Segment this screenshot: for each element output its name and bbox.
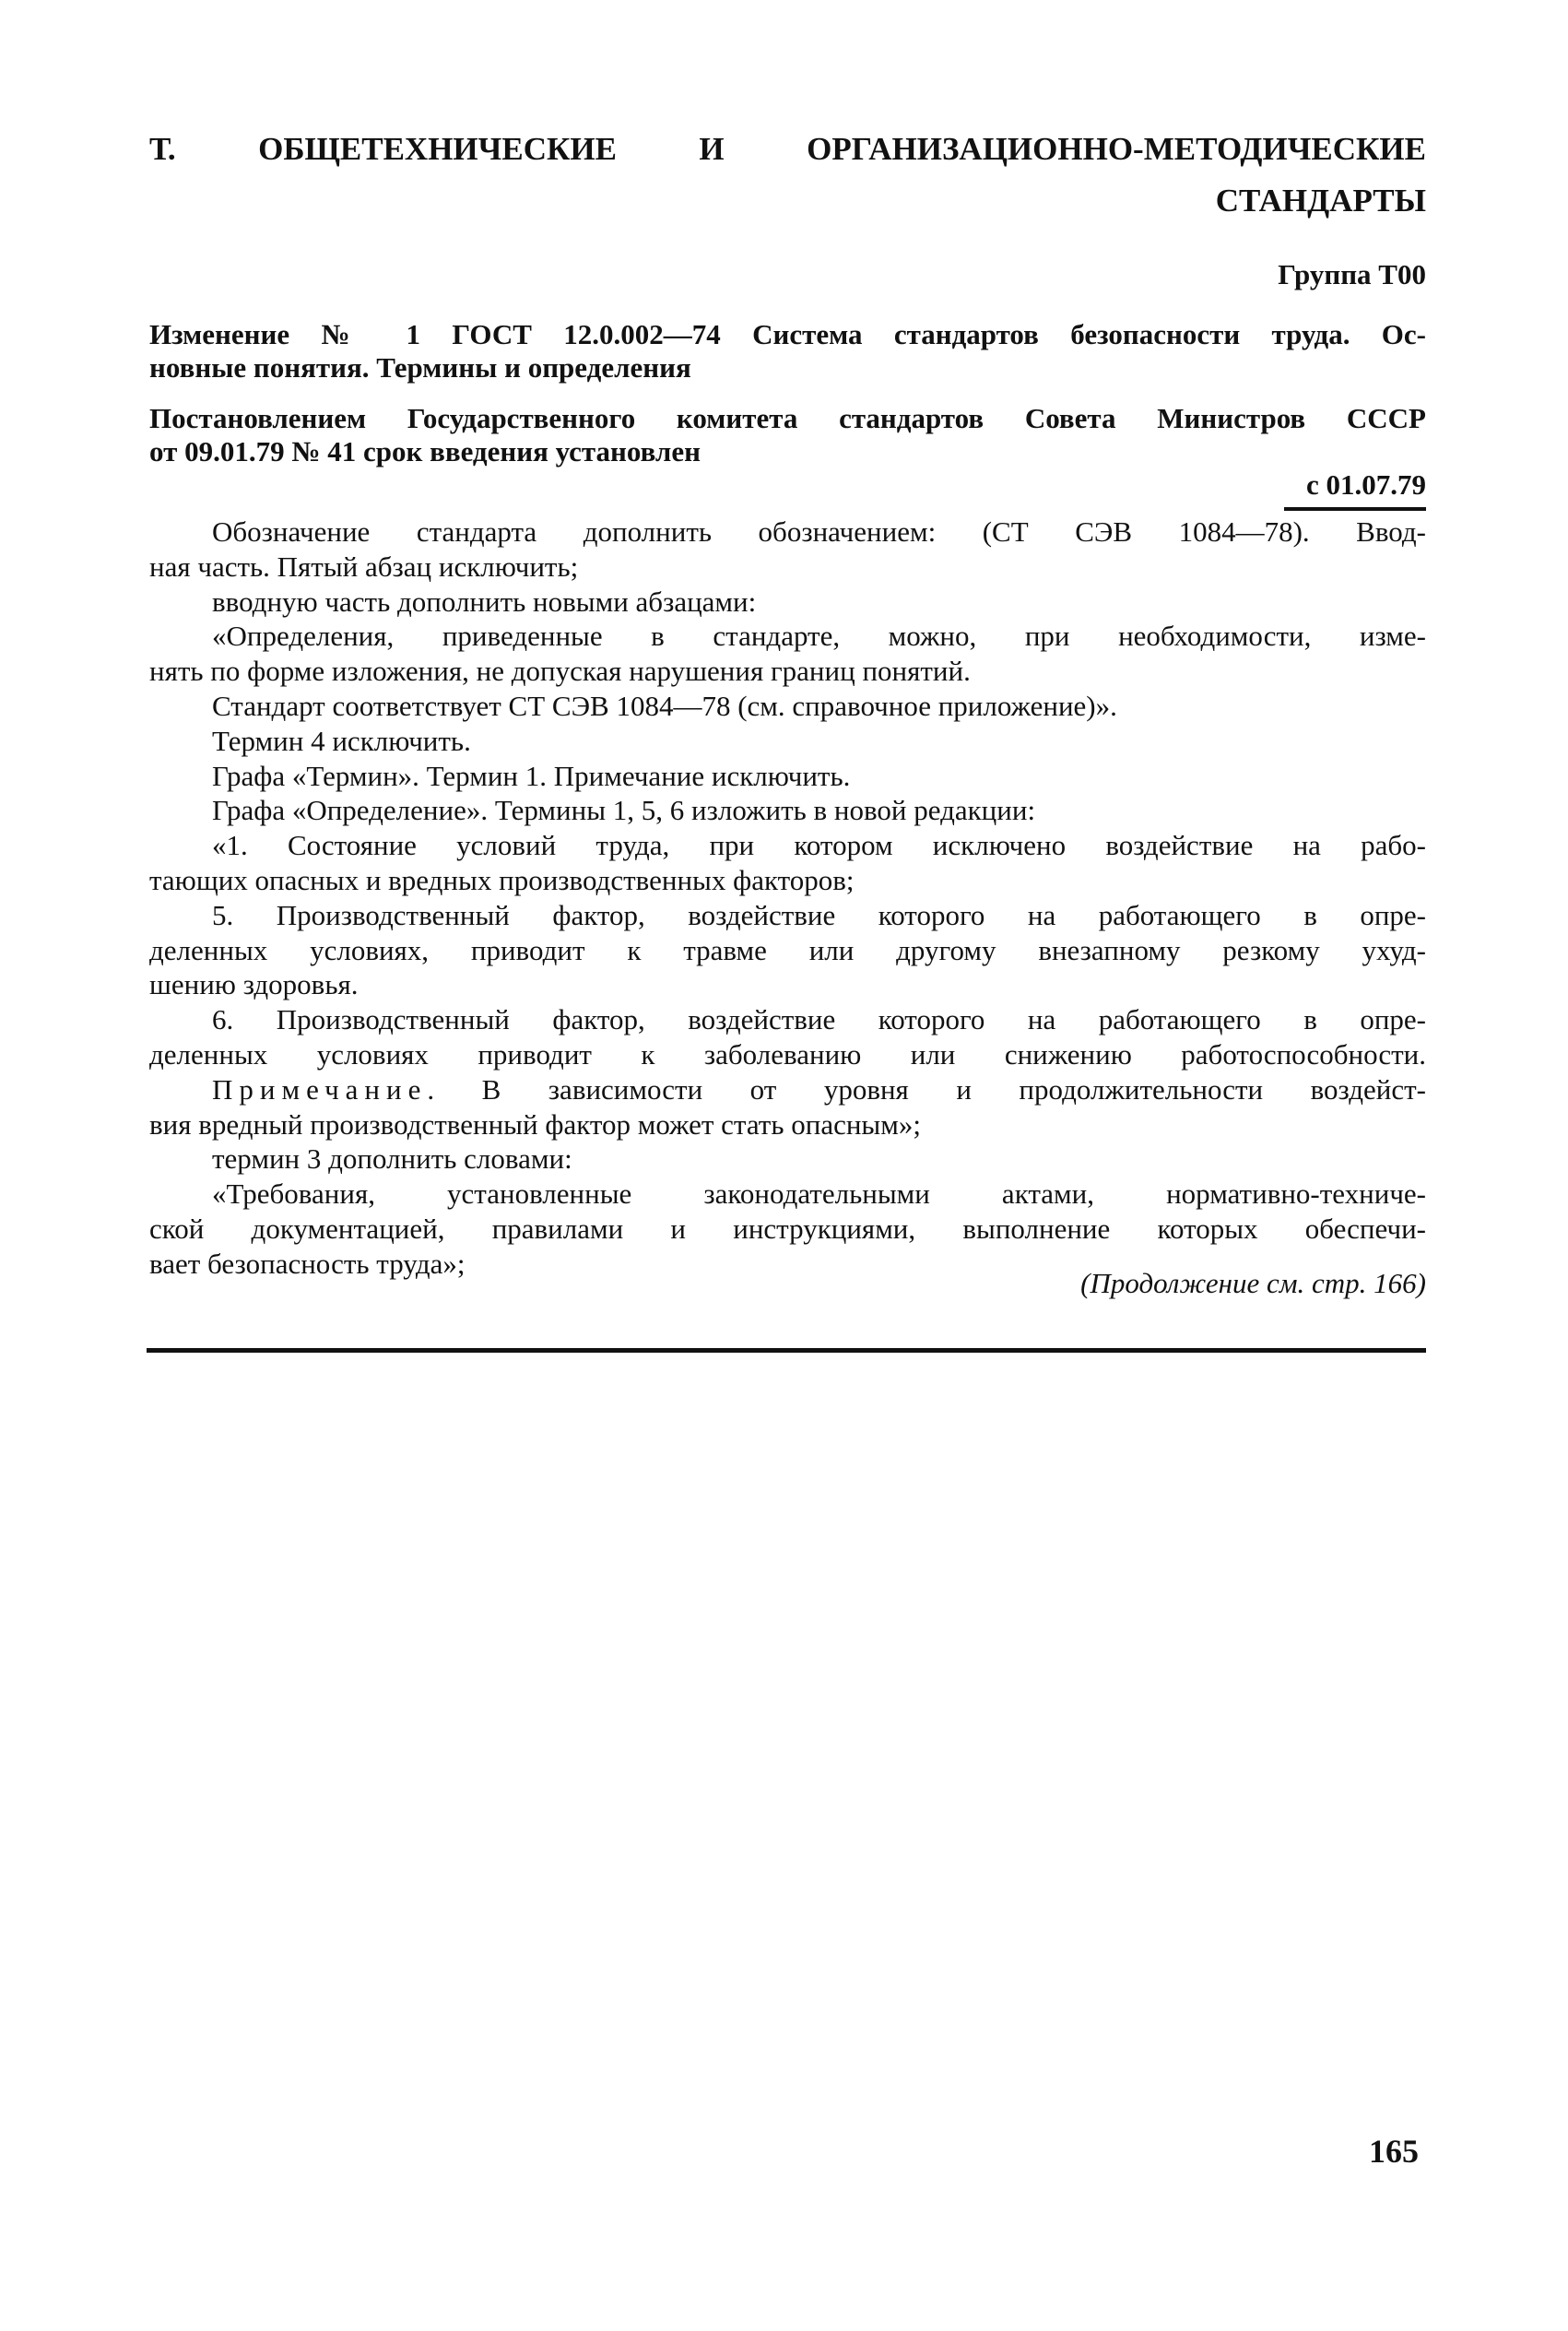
body-line [149,550,1426,585]
body-line [149,585,1426,620]
body-line-text: «Определения, приведенные в стандарте, можно, при необходимости, изме- [212,620,1426,653]
body-line-text: 5. Производственный фактор, воздействие которого на работающего в опре- [212,898,1426,931]
body-line-text: 6. Производственный фактор, воздействие которого на работающего в опре- [212,1003,1426,1036]
continuation-note: (Продолжение см. стр. 166) [1080,1267,1426,1299]
section-title-line-2: СТАНДАРТЫ [1215,183,1426,219]
body-line-text: Стандарт соответствует СТ СЭВ 1084—78 (см. справочное приложение)». [212,689,1117,722]
body-line [149,759,1426,794]
body-line [149,828,1426,863]
body-line-text: тающих опасных и вредных производственных факторов; [149,863,855,896]
body-line [149,898,1426,933]
body-line-text: деленных условиях, приводит к травме или другому внезапному резкому ухуд- [149,933,1426,966]
amendment-heading [149,318,1426,385]
body-line-text: Термин 4 исключить. [212,724,471,757]
note-label: Примечание [212,1072,428,1106]
body-line-text: деленных условиях приводит к заболеванию или снижению работоспособности. [149,1037,1426,1071]
body-line-text: Графа «Определение». Термины 1, 5, 6 изложить в новой редакции: [212,794,1036,827]
body-line [149,967,1426,1002]
body-line [149,1107,1426,1142]
body-line-text: «Требования, установленные законодательными актами, нормативно-техниче- [212,1177,1426,1211]
body-line-text: шению здоровья. [149,968,359,1001]
body-line [149,933,1426,968]
decree-line-2: от 09.01.79 № 41 срок введения установлен [149,435,701,467]
body-line [149,1177,1426,1212]
effective-date: с 01.07.79 [1305,468,1426,501]
body-line [149,1002,1426,1037]
body-line [149,1142,1426,1177]
body-line [149,724,1426,759]
amendment-line-1: Изменение № 1 ГОСТ 12.0.002—74 Система стандартов безопасности труда. Ос- [149,318,1426,350]
body-line [149,1072,1426,1107]
body-line-text: Графа «Термин». Термин 1. Примечание исключить. [212,759,851,792]
body-line-text: вия вредный производственный фактор может стать опасным»; [149,1107,921,1141]
body-line-text: . В зависимости от уровня и продолжительности воздейст- [427,1072,1426,1106]
body-line [149,1212,1426,1247]
amendment-line-2: новные понятия. Термины и определения [149,351,691,384]
section-title-line-1: Т. ОБЩЕТЕХНИЧЕСКИЕ И ОРГАНИЗАЦИОННО-МЕТОДИЧЕСКИЕ [149,131,1426,167]
body-line [149,515,1426,550]
date-underline [1284,507,1426,511]
body-line-text: «1. Состояние условий труда, при котором исключено воздействие на рабо- [212,829,1426,862]
body-line [149,1037,1426,1072]
body-line [149,863,1426,898]
decree-line-1: Постановлением Государственного комитета стандартов Совета Министров СССР [149,402,1426,434]
body-line-text: вает безопасность труда»; [149,1247,466,1280]
body-line [149,619,1426,654]
body-line-text: вводную часть дополнить новыми абзацами: [212,585,757,618]
body-line [149,793,1426,828]
body-line-text: нять по форме изложения, не допуская нарушения границ понятий. [149,655,971,688]
body-line-text: термин 3 дополнить словами: [212,1142,572,1176]
page-divider [147,1348,1426,1353]
section-title [149,124,1426,227]
decree-heading [149,402,1426,468]
body-line-text: ской документацией, правилами и инструкциями, выполнение которых обеспечи- [149,1212,1426,1245]
body-line [149,689,1426,724]
body-line-text: Обозначение стандарта дополнить обозначением: (СТ СЭВ 1084—78). Ввод- [212,515,1426,548]
group-code: Группа Т00 [1278,258,1426,290]
amendment-body-text [149,515,1426,1282]
body-line [149,654,1426,689]
page-number: 165 [1369,2133,1419,2170]
body-line-text: ная часть. Пятый абзац исключить; [149,550,579,583]
